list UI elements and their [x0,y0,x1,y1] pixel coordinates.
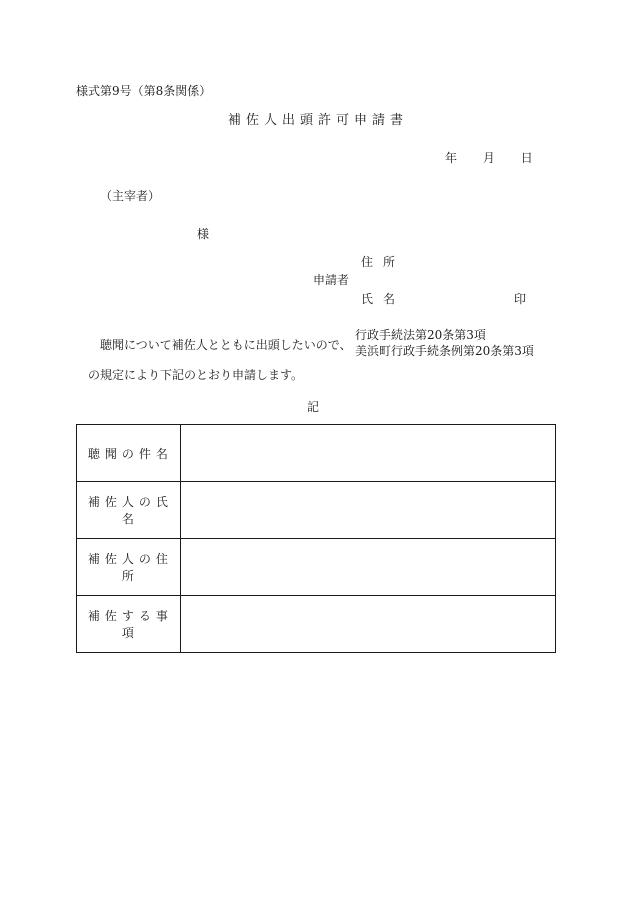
date-year-label: 年 [445,151,458,165]
table-row [77,425,556,482]
applicant-name-label: 氏名 [361,292,406,306]
table-row [77,482,556,539]
assistant-name-field[interactable] [180,482,555,539]
seal-label: 印 [514,292,527,306]
applicant-label: 申請者 [313,273,350,287]
record-heading: 記 [307,400,320,414]
law-option-2: 美浜町行政手続条例第20条第3項 [355,344,534,358]
form-number: 様式第9号（第8条関係） [76,84,212,98]
table-row [77,596,556,653]
law-option-1: 行政手続法第20条第3項 [355,328,486,342]
row-label: 補佐人の住所 [77,539,181,596]
body-text-line2: の規定により下記のとおり申請します。 [88,368,304,382]
body-text-line1: 聴聞について補佐人とともに出頭したいので、 [100,338,352,352]
record-table [76,424,556,653]
hearing-subject-field[interactable] [180,425,555,482]
date-month-label: 月 [482,151,495,165]
table-row [77,539,556,596]
row-label: 補佐する事項 [77,596,181,653]
assistant-address-field[interactable] [180,539,555,596]
addressee-suffix: 様 [197,227,210,241]
date-line [445,152,533,164]
assisted-matters-field[interactable] [180,596,555,653]
page-title: 補佐人出頭許可申請書 [228,113,409,128]
row-label: 聴聞の件名 [77,425,181,482]
applicant-address-label: 住所 [361,255,406,269]
row-label: 補佐人の氏名 [77,482,181,539]
date-day-label: 日 [520,151,533,165]
organizer-label: （主宰者） [100,189,161,203]
